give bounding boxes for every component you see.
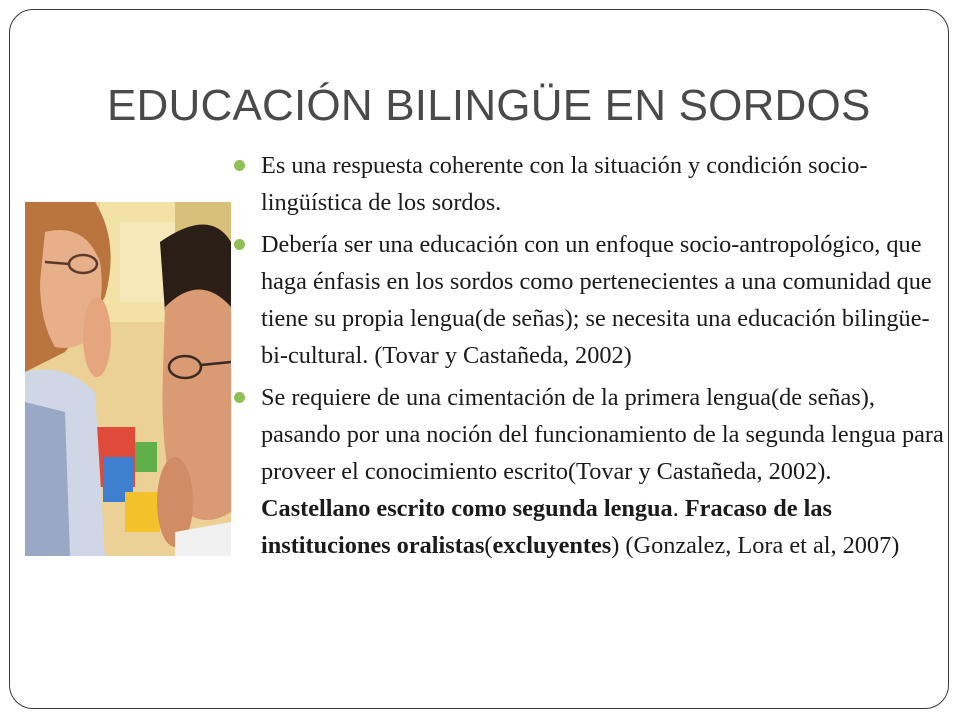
bullet-dot-icon xyxy=(234,392,245,403)
bullet-text-plain: . xyxy=(672,495,685,522)
bullet-text xyxy=(261,384,944,559)
slide-title: EDUCACIÓN BILINGÜE EN SORDOS xyxy=(107,81,871,130)
bullet-item xyxy=(234,147,946,221)
bullet-text-plain: ) (Gonzalez, Lora et al, 2007) xyxy=(611,532,900,559)
bullet-text-bold: excluyentes xyxy=(492,532,612,559)
bullet-text-plain: Se requiere de una cimentación de la primera lengua(de señas), pasando por una noción del funcionamiento de la segunda lengua para proveer el conocimiento escrito(Tovar y Castañeda, 2002). xyxy=(261,384,944,485)
bullet-item xyxy=(234,226,946,374)
slide-photo xyxy=(25,202,231,556)
bullet-dot-icon xyxy=(234,239,245,250)
bullet-text-bold: Castellano escrito como segunda lengua xyxy=(261,495,673,522)
bullet-text-plain: ( xyxy=(484,532,493,559)
bullet-text: Debería ser una educación con un enfoque socio-antropológico, que haga énfasis en los sordos como pertenecientes a una comunidad que tiene su propia lengua(de señas); se necesita una educación bilingüe-bi-cultural. (Tovar y Castañeda, 2002) xyxy=(261,231,932,369)
bullet-item xyxy=(234,379,946,564)
bullet-text: Es una respuesta coherente con la situación y condición socio-lingüística de los sordos. xyxy=(261,152,868,216)
bullet-text-bold: Fracaso de las instituciones oralistas xyxy=(261,495,832,559)
bullet-dot-icon xyxy=(234,160,245,171)
teacher-child-photo-icon xyxy=(25,202,231,556)
bullet-list xyxy=(234,147,946,569)
